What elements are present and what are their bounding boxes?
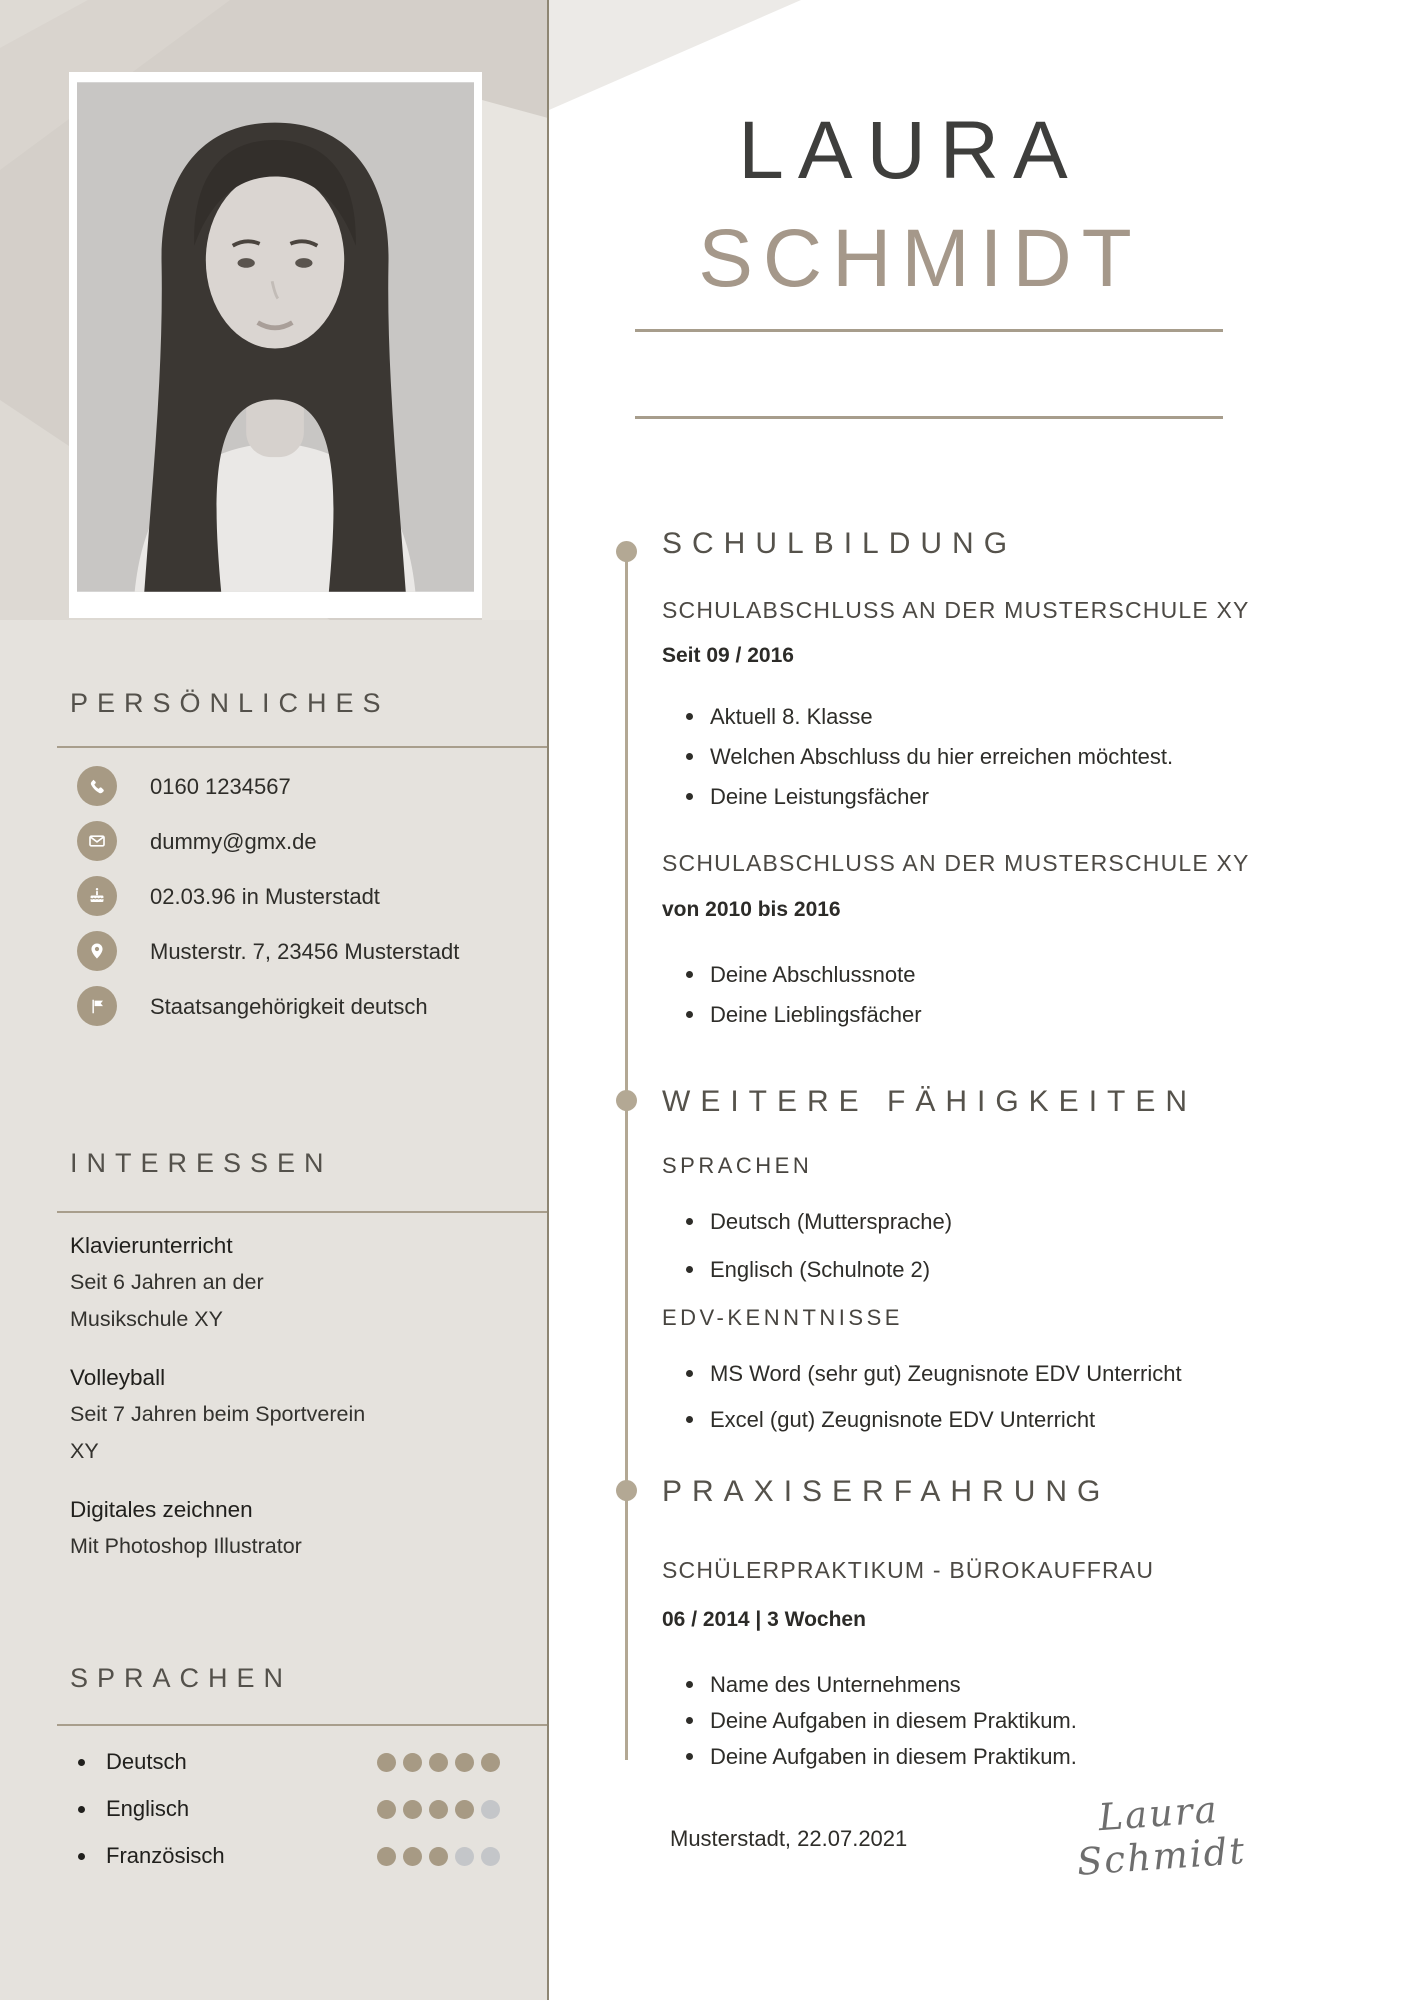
bullet-item: Deine Aufgaben in diesem Praktikum. [662,1708,1372,1734]
location-icon [77,931,117,971]
languages-section-title: SPRACHEN [70,1663,293,1693]
bullet-item: Deine Aufgaben in diesem Praktikum. [662,1744,1372,1770]
education-entry-bullets [662,704,1372,810]
bullet-item: Name des Unternehmens [662,1672,1372,1698]
level-dot-filled [429,1753,448,1772]
interests-section-divider [57,1211,548,1213]
experience-section [662,1475,1372,1780]
education-title: SCHULBILDUNG [662,527,1018,560]
skills-group-bullets [662,1361,1372,1433]
interest-name: Digitales zeichnen [70,1497,253,1522]
email-icon [77,821,117,861]
bullet-icon [78,1853,85,1860]
level-dot-filled [403,1800,422,1819]
level-dot-filled [429,1847,448,1866]
phone-value: 0160 1234567 [150,774,291,799]
interest-name: Klavierunterricht [70,1233,233,1258]
level-dot-filled [403,1847,422,1866]
interest-detail: Mit Photoshop Illustrator [70,1534,302,1558]
languages-section-divider [57,1724,548,1726]
timeline-dot-skills [616,1090,637,1111]
contact-list [77,766,517,1041]
language-row [60,1842,500,1870]
experience-entry-subtitle: SCHÜLERPRAKTIKUM - BÜROKAUFFRAU [662,1557,1155,1583]
bullet-item: Deine Leistungsfächer [662,784,1372,810]
contact-row-address [77,931,517,971]
profile-photo [77,80,474,594]
level-dot-filled [377,1753,396,1772]
skills-group-subtitle: SPRACHEN [662,1153,813,1178]
language-name: Französisch [106,1843,225,1868]
language-row [60,1748,500,1776]
language-level-dots [377,1847,500,1866]
level-dot-filled [455,1753,474,1772]
last-name: SCHMIDT [698,213,1142,304]
timeline-dot-education [616,541,637,562]
bullet-item: Deutsch (Muttersprache) [662,1209,1372,1235]
bullet-icon [78,1806,85,1813]
level-dot-empty [455,1847,474,1866]
level-dot-filled [403,1753,422,1772]
flag-icon [77,986,117,1026]
bullet-item: Englisch (Schulnote 2) [662,1257,1372,1283]
interest-item [70,1492,500,1565]
skills-title: WEITERE FÄHIGKEITEN [662,1085,1198,1118]
level-dot-empty [481,1847,500,1866]
contact-row-birthday [77,876,517,916]
level-dot-empty [481,1800,500,1819]
place-and-date: Musterstadt, 22.07.2021 [670,1826,908,1851]
education-entry-subtitle: SCHULABSCHLUSS AN DER MUSTERSCHULE XY [662,597,1250,623]
interest-item [70,1228,500,1338]
interests-list [70,1228,500,1587]
profile-photo-frame [69,72,482,618]
timeline-line [625,550,628,1760]
language-level-dots [377,1800,500,1819]
education-entry-subtitle: SCHULABSCHLUSS AN DER MUSTERSCHULE XY [662,850,1250,876]
signature: Laura Schmidt [1075,1787,1248,1884]
address-value: Musterstr. 7, 23456 Musterstadt [150,939,460,964]
contact-row-phone [77,766,517,806]
languages-list [60,1748,500,1889]
personal-section-divider [57,746,548,748]
level-dot-filled [455,1800,474,1819]
bullet-item: Deine Abschlussnote [662,962,1372,988]
level-dot-filled [429,1800,448,1819]
skills-section [662,1085,1372,1453]
education-entry-period: von 2010 bis 2016 [662,898,841,921]
timeline-dot-experience [616,1480,637,1501]
language-row [60,1795,500,1823]
skills-group-subtitle: EDV-KENNTNISSE [662,1305,903,1330]
bullet-item: Welchen Abschluss du hier erreichen möchtest. [662,744,1372,770]
level-dot-filled [481,1753,500,1772]
header-rule-bottom [635,416,1223,419]
education-entry-period: Seit 09 / 2016 [662,644,794,667]
language-name: Deutsch [106,1749,187,1774]
experience-title: PRAXISERFAHRUNG [662,1475,1111,1508]
email-value: dummy@gmx.de [150,829,317,854]
education-section [662,527,1372,1042]
personal-section-title: PERSÖNLICHES [70,688,390,718]
experience-entry-period: 06 / 2014 | 3 Wochen [662,1608,866,1631]
first-name: LAURA [738,105,1082,196]
sidebar [0,0,548,2000]
interest-name: Volleyball [70,1365,166,1390]
nationality-value: Staatsangehörigkeit deutsch [150,994,428,1019]
bullet-item: MS Word (sehr gut) Zeugnisnote EDV Unterricht [662,1361,1372,1387]
bullet-item: Excel (gut) Zeugnisnote EDV Unterricht [662,1407,1372,1433]
header-corner-decoration [549,0,809,120]
level-dot-filled [377,1800,396,1819]
bullet-icon [78,1759,85,1766]
level-dot-filled [377,1847,396,1866]
header-rule-top [635,329,1223,332]
phone-icon [77,766,117,806]
interest-item [70,1360,500,1470]
experience-entry-bullets [662,1672,1372,1770]
birthday-icon [77,876,117,916]
interests-section-title: INTERESSEN [70,1148,333,1178]
contact-row-email [77,821,517,861]
contact-row-nationality [77,986,517,1026]
column-divider-line [547,0,549,2000]
bullet-item: Aktuell 8. Klasse [662,704,1372,730]
education-entry-bullets [662,962,1372,1028]
birthday-value: 02.03.96 in Musterstadt [150,884,380,909]
interest-detail: Seit 6 Jahren an der Musikschule XY [70,1270,264,1331]
skills-group-bullets [662,1209,1372,1283]
bullet-item: Deine Lieblingsfächer [662,1002,1372,1028]
language-name: Englisch [106,1796,190,1821]
interest-detail: Seit 7 Jahren beim Sportverein XY [70,1402,366,1463]
language-level-dots [377,1753,500,1772]
